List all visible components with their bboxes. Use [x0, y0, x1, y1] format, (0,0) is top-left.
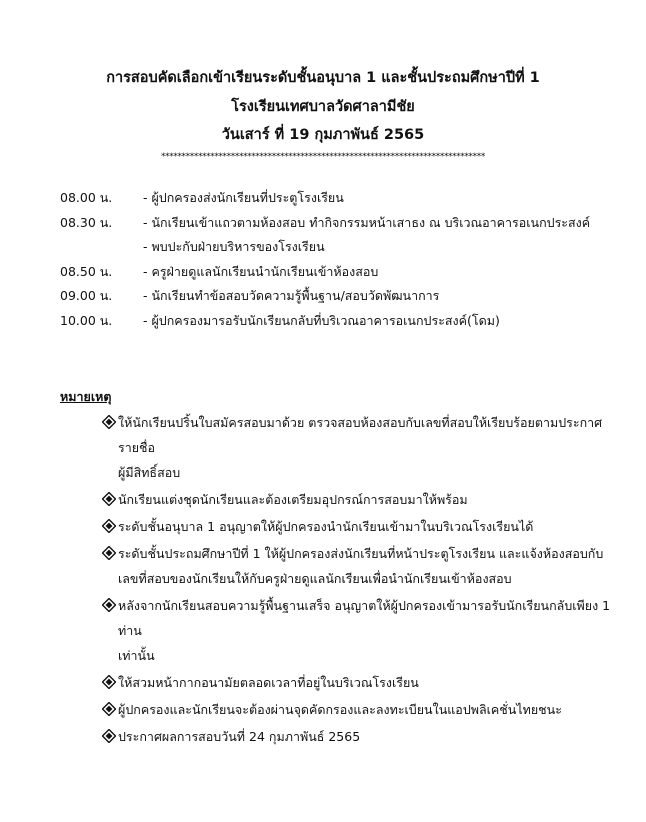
diamond-bullet-icon [102, 598, 116, 612]
note-item [60, 487, 620, 512]
diamond-bullet-icon [102, 546, 116, 560]
schedule-time: 08.50 น. [60, 263, 113, 279]
diamond-bullet-icon [102, 415, 116, 429]
note-text-line: ให้สวมหน้ากากอนามัยตลอดเวลาที่อยู่ในบริเวณโรงเรียน [118, 675, 419, 690]
note-text-line: ระดับชั้นอนุบาล 1 อนุญาตให้ผู้ปกครองนำนักเรียนเข้ามาในบริเวณโรงเรียนได้ [118, 519, 534, 534]
title-school: โรงเรียนเทศบาลวัดศาลามีชัย [231, 98, 415, 115]
schedule-row [60, 235, 620, 260]
note-item [60, 697, 620, 722]
note-text-line: ผู้มีสิทธิ์สอบ [118, 465, 181, 480]
schedule-row [60, 186, 620, 211]
document-header [0, 64, 646, 150]
title-exam: การสอบคัดเลือกเข้าเรียนระดับชั้นอนุบาล 1 และชั้นประถมศึกษาปีที่ 1 [106, 70, 540, 86]
note-item [60, 724, 620, 749]
note-text-line: ให้นักเรียนปริ้นใบสมัครสอบมาด้วย ตรวจสอบห้องสอบกับเลขที่สอบให้เรียบร้อยตามประกาศรายชื่อ [118, 415, 603, 455]
note-item [60, 541, 620, 591]
schedule-activity: - ผู้ปกครองมารอรับนักเรียนกลับที่บริเวณอาคารอเนกประสงค์(โดม) [143, 312, 500, 328]
schedule-activity: - นักเรียนเข้าแถวตามห้องสอบ ทำกิจกรรมหน้าเสาธง ณ บริเวณอาคารอเนกประสงค์ [143, 214, 591, 230]
note-text-line: เลขที่สอบของนักเรียนให้กับครูฝ่ายดูแลนักเรียนเพื่อนำนักเรียนเข้าห้องสอบ [118, 571, 512, 586]
note-item [60, 670, 620, 695]
note-text-line: ระดับชั้นประถมศึกษาปีที่ 1 ให้ผู้ปกครองส่งนักเรียนที่หน้าประตูโรงเรียน และแจ้งห้องสอบกับ [118, 546, 604, 561]
title-date: วันเสาร์ ที่ 19 กุมภาพันธ์ 2565 [221, 127, 425, 143]
schedule-time: 09.00 น. [60, 288, 113, 303]
schedule-time: 08.30 น. [60, 214, 113, 230]
diamond-bullet-icon [102, 702, 116, 716]
schedule-time: 08.00 น. [60, 190, 113, 205]
schedule-time: 10.00 น. [60, 312, 113, 328]
note-item [60, 514, 620, 539]
notes-title: หมายเหตุ [60, 389, 112, 404]
schedule-activity: - ครูฝ่ายดูแลนักเรียนนำนักเรียนเข้าห้องสอบ [143, 263, 379, 279]
schedule-row [60, 211, 620, 236]
diamond-bullet-icon [102, 675, 116, 689]
note-text-line: นักเรียนแต่งชุดนักเรียนและต้องเตรียมอุปกรณ์การสอบมาให้พร้อม [118, 492, 468, 507]
notes-section [60, 386, 620, 751]
schedule-row [60, 284, 620, 309]
schedule-activity: - ผู้ปกครองส่งนักเรียนที่ประตูโรงเรียน [143, 190, 344, 205]
diamond-bullet-icon [102, 492, 116, 506]
note-text-line: ประกาศผลการสอบวันที่ 24 กุมภาพันธ์ 2565 [118, 729, 361, 744]
note-text-line: ผู้ปกครองและนักเรียนจะต้องผ่านจุดคัดกรองและลงทะเบียนในแอปพลิเคชั่นไทยชนะ [118, 702, 562, 717]
note-item [60, 593, 620, 668]
diamond-bullet-icon [102, 729, 116, 743]
schedule-activity: - พบปะกับฝ่ายบริหารของโรงเรียน [143, 239, 325, 254]
schedule-row [60, 260, 620, 285]
schedule-activity: - นักเรียนทำข้อสอบวัดความรู้พื้นฐาน/สอบวัดพัฒนาการ [143, 288, 440, 303]
diamond-bullet-icon [102, 519, 116, 533]
note-text-line: เท่านั้น [118, 648, 155, 663]
asterisk-separator: ******************************************************************************* [161, 152, 485, 162]
note-text-line: หลังจากนักเรียนสอบความรู้พื้นฐานเสร็จ อนุญาตให้ผู้ปกครองเข้ามารอรับนักเรียนกลับเพียง 1 ท่าน [118, 598, 611, 638]
schedule-list [60, 186, 620, 333]
note-item [60, 410, 620, 485]
schedule-row [60, 309, 620, 334]
